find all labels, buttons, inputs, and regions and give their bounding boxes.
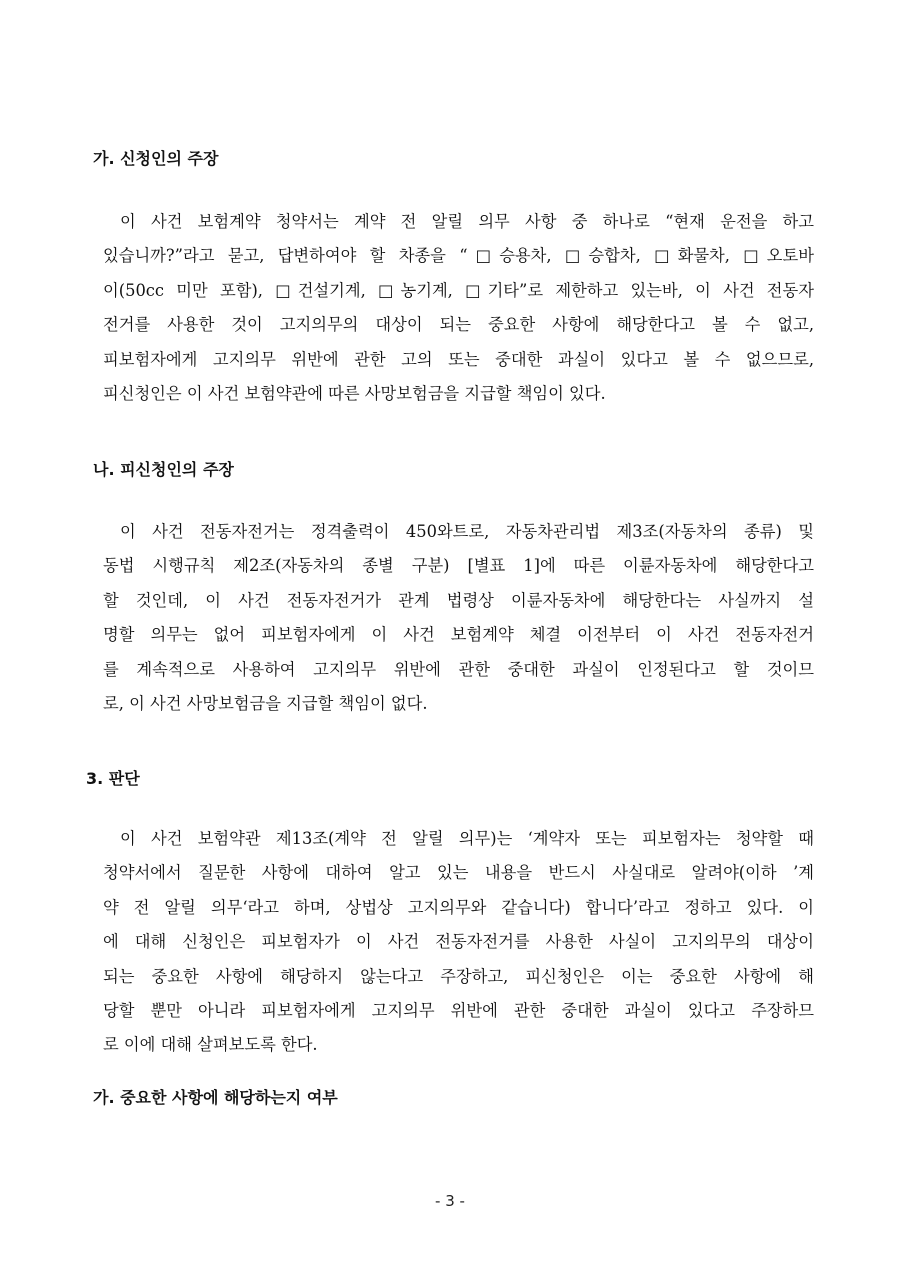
paragraph-respondent-claim xyxy=(86,515,814,721)
text-line: 동법 시행규칙 제2조(자동차의 종별 구분) [별표 1]에 따른 이륜자동차에 해당한다고 xyxy=(103,556,814,576)
text-line: 전거를 사용한 것이 고지의무의 대상이 되는 중요한 사항에 해당한다고 볼 수 없고, xyxy=(103,315,814,335)
text-line: 청약서에서 질문한 사항에 대하여 알고 있는 내용을 반드시 사실대로 알려야(이하 ’계 xyxy=(103,863,814,883)
text-line: 되는 중요한 사항에 해당하지 않는다고 주장하고, 피신청인은 이는 중요한 사항에 해 xyxy=(103,966,814,986)
text-line: 로, 이 사건 사망보험금을 지급할 책임이 없다. xyxy=(103,694,428,714)
text-line: 명할 의무는 없어 피보험자에게 이 사건 보험계약 체결 이전부터 이 사건 전동자전거 xyxy=(103,625,814,645)
section-heading-respondent-claim: 나. 피신청인의 주장 xyxy=(93,460,234,479)
page-number: - 3 - xyxy=(435,1192,465,1210)
text-line: 약 전 알릴 의무‘라고 하며, 상법상 고지의무와 같습니다) 합니다’라고 정하고 있다. 이 xyxy=(103,897,814,917)
text-line: 이 사건 보험약관 제13조(계약 전 알릴 의무)는 ‘계약자 또는 피보험자는 청약할 때 xyxy=(120,829,814,848)
text-line: 할 것인데, 이 사건 전동자전거가 관계 법령상 이륜자동차에 해당한다는 사실까지 설 xyxy=(103,590,814,610)
paragraph-applicant-claim xyxy=(86,205,814,411)
paragraph-judgment xyxy=(86,822,814,1063)
text-line: 이(50cc 미만 포함), □건설기계, □농기계, □기타”로 제한하고 있는바, 이 사건 전동자 xyxy=(103,280,814,300)
text-line: 피신청인은 이 사건 보험약관에 따른 사망보험금을 지급할 책임이 있다. xyxy=(103,384,606,404)
text-line: 당할 뿐만 아니라 피보험자에게 고지의무 위반에 관한 중대한 과실이 있다고 주장하므 xyxy=(103,1001,814,1021)
text-line: 에 대해 신청인은 피보험자가 이 사건 전동자전거를 사용한 사실이 고지의무의 대상이 xyxy=(103,932,814,952)
text-line: 이 사건 전동자전거는 정격출력이 450와트로, 자동차관리법 제3조(자동차의 종류) 및 xyxy=(120,522,814,541)
section-heading-material-matter: 가. 중요한 사항에 해당하는지 여부 xyxy=(93,1088,338,1107)
text-line: 이 사건 보험계약 청약서는 계약 전 알릴 의무 사항 중 하나로 “현재 운전을 하고 xyxy=(120,212,814,231)
text-line: 피보험자에게 고지의무 위반에 관한 고의 또는 중대한 과실이 있다고 볼 수 없으므로, xyxy=(103,349,814,369)
section-heading-applicant-claim: 가. 신청인의 주장 xyxy=(93,149,219,168)
text-line: 로 이에 대해 살펴보도록 한다. xyxy=(103,1035,318,1055)
text-line: 있습니까?”라고 묻고, 답변하여야 할 차종을 “□승용차, □승합차, □화물차, □오토바 xyxy=(103,246,814,266)
text-line: 를 계속적으로 사용하여 고지의무 위반에 관한 중대한 과실이 인정된다고 할 것이므 xyxy=(103,659,814,679)
section-heading-judgment: 3. 판단 xyxy=(86,769,140,788)
